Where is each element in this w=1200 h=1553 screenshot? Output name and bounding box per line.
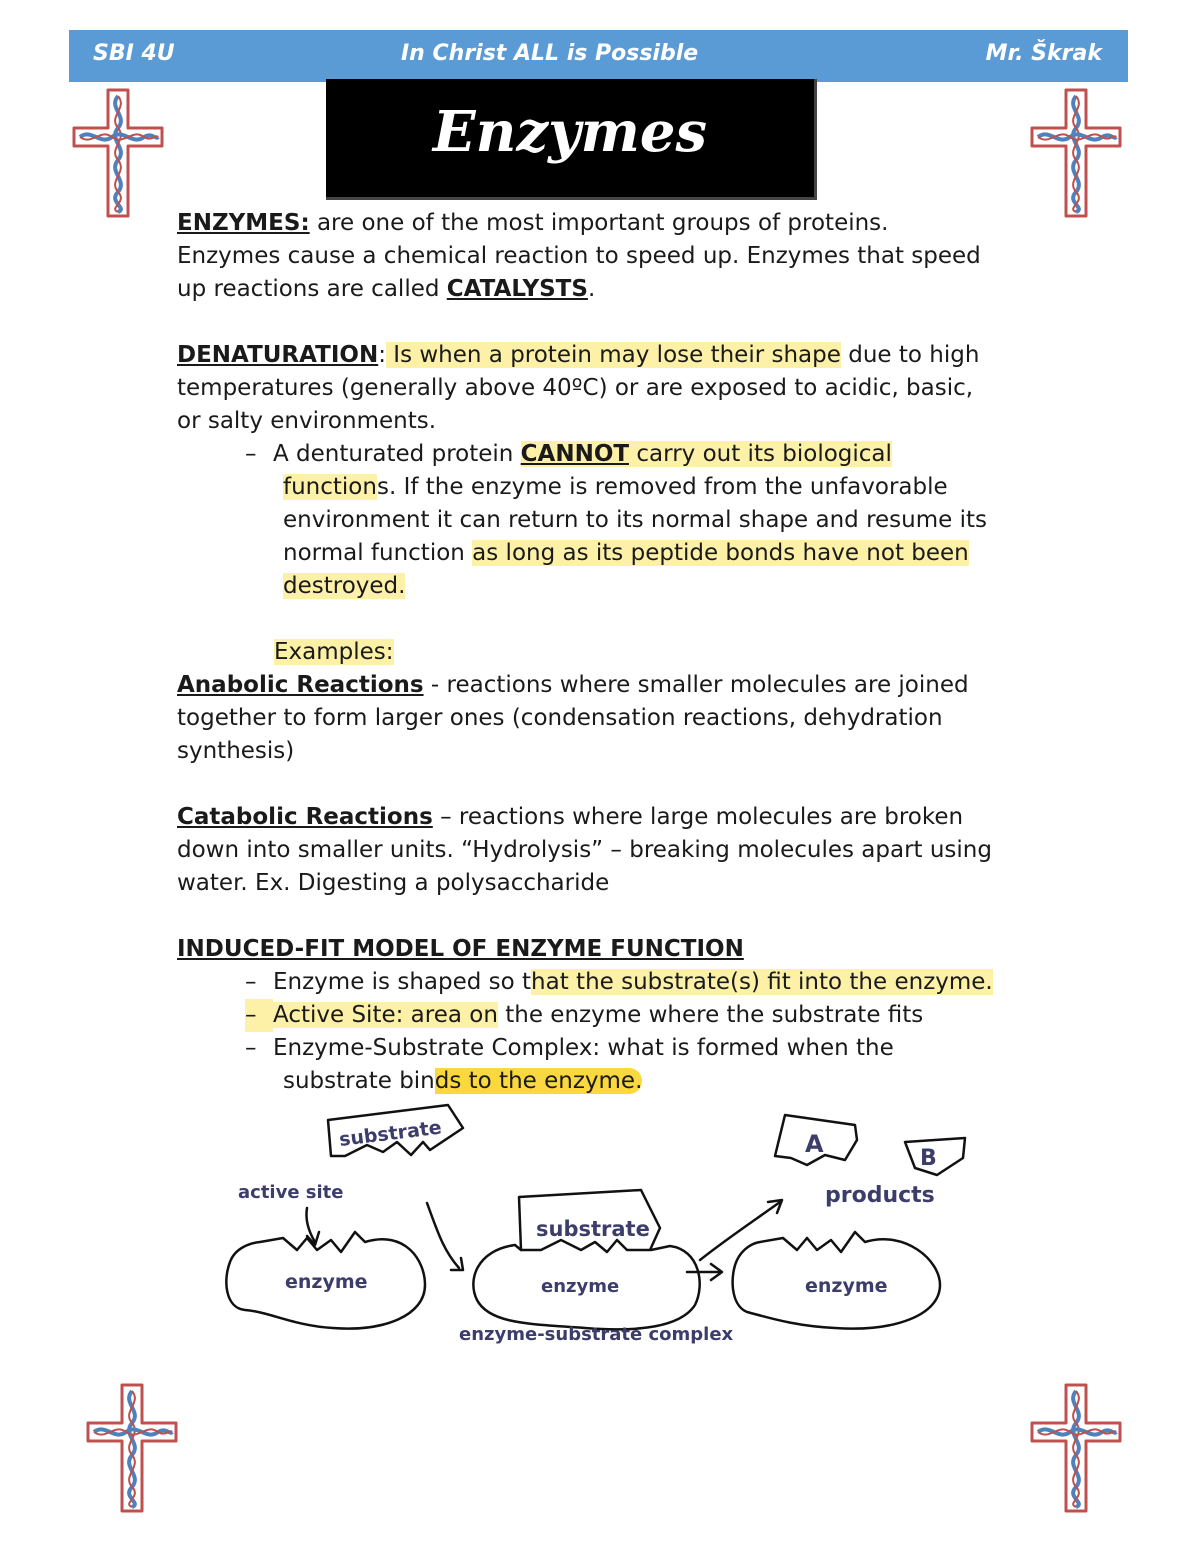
enzymes-definition: ENZYMES: are one of the most important groups of proteins. [177, 210, 889, 236]
term-denaturation: DENATURATION [177, 342, 379, 368]
header-motto: In Christ ALL is Possible [401, 41, 699, 66]
term-anabolic: Anabolic Reactions [177, 672, 424, 698]
title-box [326, 79, 817, 200]
header-bar [69, 30, 1128, 82]
induced-fit-diagram [215, 1100, 975, 1355]
examples-label: Examples: [274, 639, 394, 665]
term-cannot: CANNOT [520, 441, 630, 467]
list-item: – Enzyme is shaped so that the substrate(s) fit into the enzyme. [245, 969, 993, 995]
arrow-icon [700, 1202, 780, 1260]
enzyme-label: enzyme [285, 1271, 368, 1293]
term-catalysts: CATALYSTS [446, 276, 588, 302]
arrow-icon [427, 1203, 459, 1268]
complex-label: enzyme-substrate complex [459, 1324, 734, 1345]
term-enzymes: ENZYMES: [177, 210, 310, 236]
header-course: SBI 4U [93, 41, 175, 66]
term-catabolic: Catabolic Reactions [177, 804, 433, 830]
celtic-cross-icon [1030, 88, 1122, 218]
product-a-label: A [805, 1130, 824, 1158]
substrate-label: substrate [337, 1116, 443, 1151]
product-b-label: B [920, 1146, 937, 1171]
products-label: products [825, 1183, 935, 1208]
enzyme-label: enzyme [541, 1276, 620, 1297]
celtic-cross-icon [1030, 1383, 1122, 1513]
list-item: – A denturated protein CANNOT carry out its biological [245, 441, 892, 467]
notes-body: ENZYMES: are one of the most important groups of proteins. Enzymes cause a chemical reaction to speed up. Enzymes that speed up reactions are called CATALYSTS. DENATURATION: Is when a protein may lose their shape due to high temperatures (generally above 40ºC) or are exposed to acidic, basic, or salty environments. – A denturated protein CANNOT carry out its biological functions. If the enzyme is removed from the unfavorable environment it can return to its normal shape and resume its normal function as long as its peptide bonds have not been destroyed. Examples: Anabolic Reactions - reactions where smaller molecules are joined together to form larger ones (condensation reactions, dehydration synthesis) Catabolic Reactions – reactions where large molecules are broken down into smaller units. “Hydrolysis” – breaking molecules apart using water. Ex. Digesting a polysaccharide INDUCED-FIT MODEL OF ENZYME FUNCTION – Enzyme is shaped so that the substrate(s) fit into the enzyme. – Active Site: area on the enzyme where the substrate fits – Enzyme-Substrate Complex: what is formed when the substrate binds to the enzyme. [177, 207, 1057, 1098]
substrate-label: substrate [536, 1217, 650, 1241]
celtic-cross-icon [86, 1383, 178, 1513]
page-title: Enzymes [432, 99, 708, 165]
active-site-label: active site [238, 1182, 344, 1203]
header-teacher: Mr. Škrak [985, 41, 1102, 66]
celtic-cross-icon [72, 88, 164, 218]
list-item: – Enzyme-Substrate Complex: what is formed when the [245, 1035, 894, 1061]
enzyme-label: enzyme [805, 1275, 888, 1297]
induced-fit-heading: INDUCED-FIT MODEL OF ENZYME FUNCTION [177, 936, 744, 962]
list-item: – Active Site: area on the enzyme where the substrate fits [177, 999, 1057, 1032]
denaturation-definition: DENATURATION: Is when a protein may lose their shape due to high [177, 342, 980, 368]
